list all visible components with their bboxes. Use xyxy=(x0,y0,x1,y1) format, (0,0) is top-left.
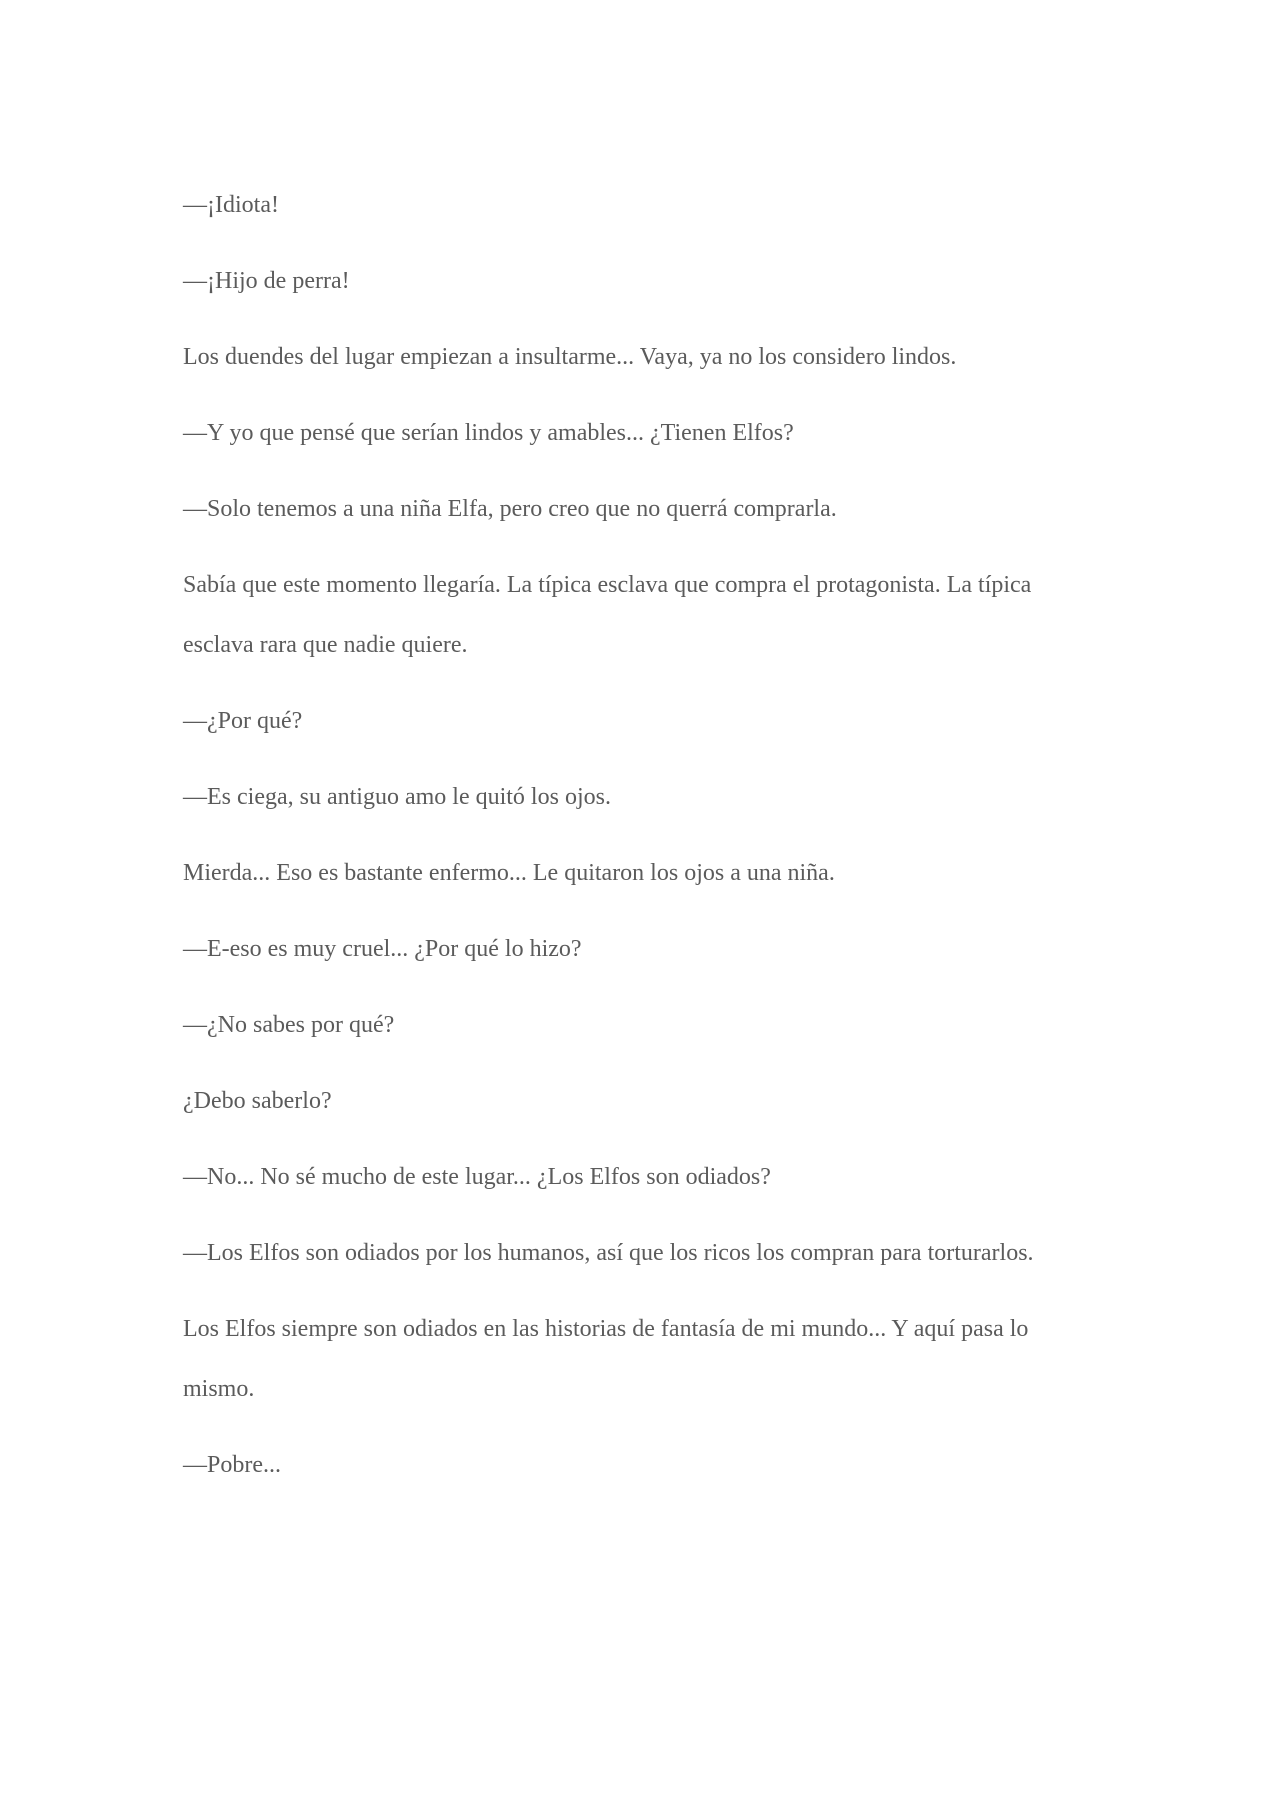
document-body xyxy=(183,175,1103,1511)
paragraph: —Solo tenemos a una niña Elfa, pero creo que no querrá comprarla. xyxy=(183,496,837,522)
paragraph: —¿No sabes por qué? xyxy=(183,1012,395,1038)
paragraph: —E-eso es muy cruel... ¿Por qué lo hizo? xyxy=(183,936,582,962)
paragraph: —Los Elfos son odiados por los humanos, así que los ricos los compran para torturarlos. xyxy=(183,1240,1034,1266)
paragraph: Mierda... Eso es bastante enfermo... Le quitaron los ojos a una niña. xyxy=(183,860,835,886)
paragraph: Los Elfos siempre son odiados en las historias de fantasía de mi mundo... Y aquí pasa lo mismo. xyxy=(183,1316,1029,1402)
paragraph: —¿Por qué? xyxy=(183,708,303,734)
paragraph: —Y yo que pensé que serían lindos y amables... ¿Tienen Elfos? xyxy=(183,420,794,446)
paragraph: —¡Idiota! xyxy=(183,192,279,218)
paragraph: Los duendes del lugar empiezan a insultarme... Vaya, ya no los considero lindos. xyxy=(183,344,957,370)
paragraph: ¿Debo saberlo? xyxy=(183,1088,332,1114)
paragraph: —Es ciega, su antiguo amo le quitó los ojos. xyxy=(183,784,611,810)
paragraph: Sabía que este momento llegaría. La típica esclava que compra el protagonista. La típica esclava rara que nadie quiere. xyxy=(183,572,1032,658)
paragraph: —Pobre... xyxy=(183,1452,281,1478)
paragraph: —¡Hijo de perra! xyxy=(183,268,350,294)
paragraph: —No... No sé mucho de este lugar... ¿Los Elfos son odiados? xyxy=(183,1164,771,1190)
